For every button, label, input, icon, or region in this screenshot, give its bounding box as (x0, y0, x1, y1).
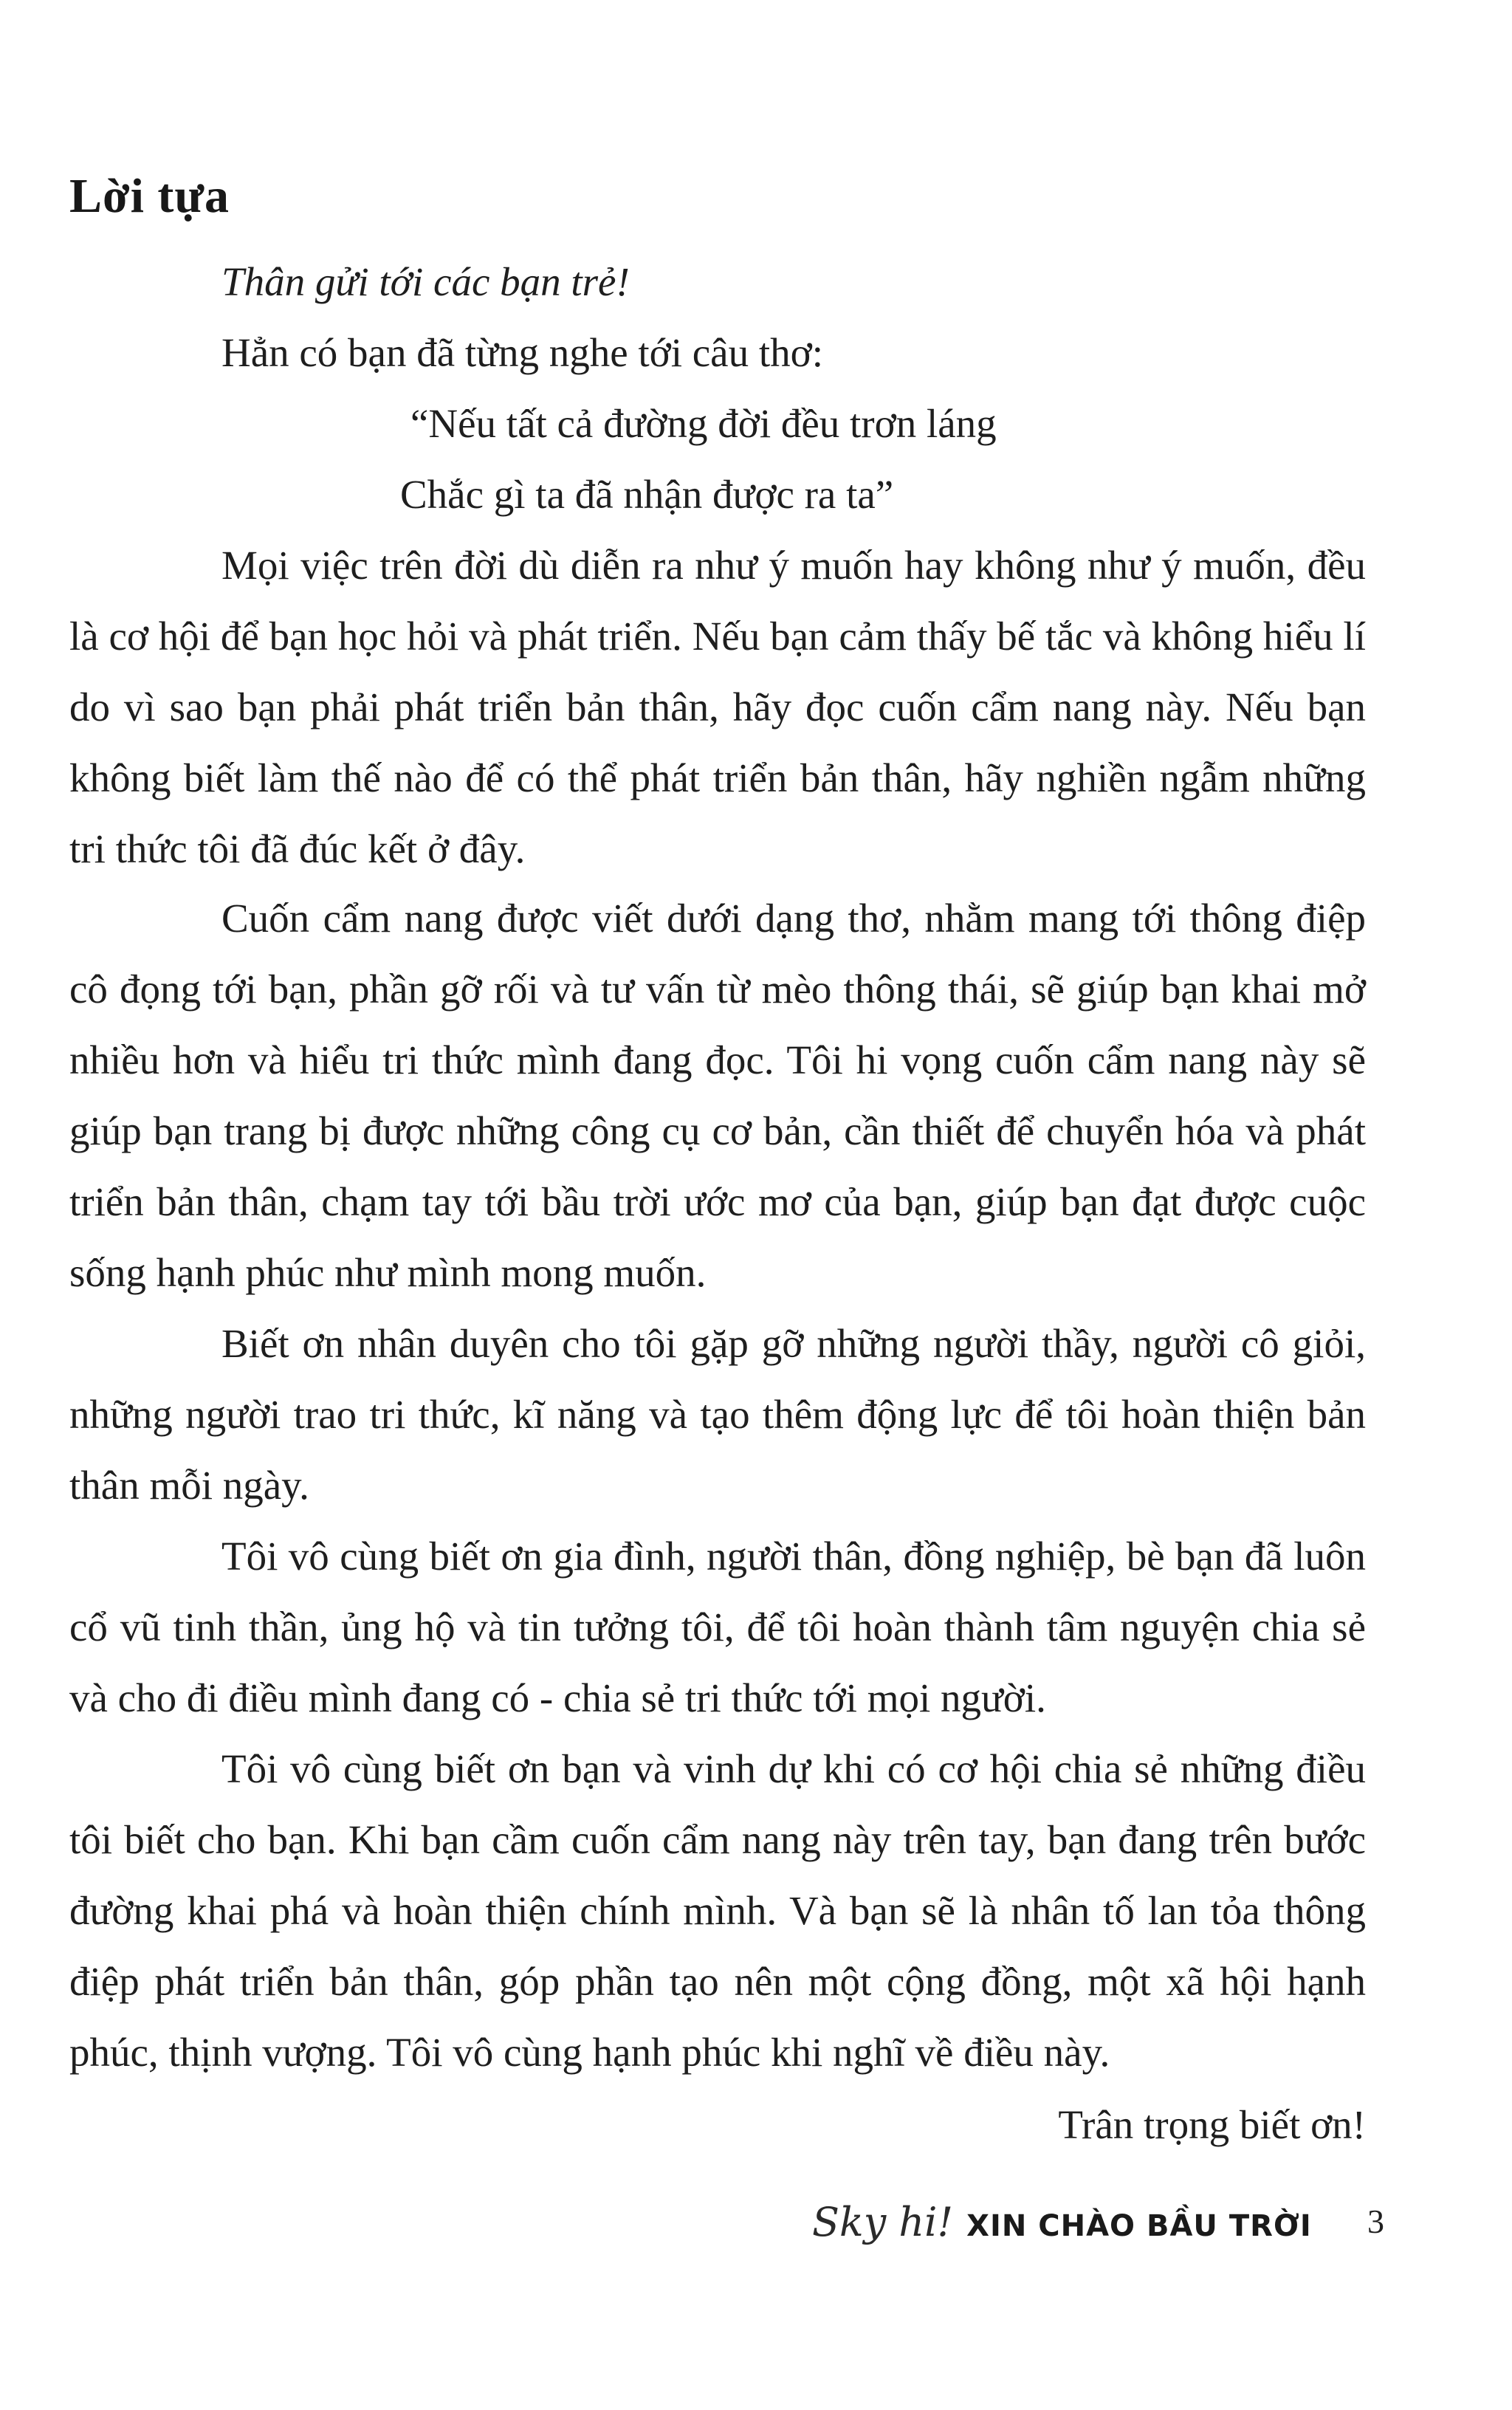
intro-line: Hẳn có bạn đã từng nghe tới câu thơ: (221, 330, 823, 375)
paragraph-1: Mọi việc trên đời dù diễn ra như ý muốn hay không như ý muốn, đều là cơ hội để bạn học hỏi và phát triển. Nếu bạn cảm thấy bế tắc và không hiểu lí do vì sao bạn phải phát triển bản thân, hãy đọc cuốn cẩm nang này. Nếu bạn không biết làm thế nào để có thể phát triển bản thân, hãy nghiền ngẫm những tri thức tôi đã đúc kết ở đây. (69, 543, 1366, 871)
paragraph-2: Cuốn cẩm nang được viết dưới dạng thơ, nhằm mang tới thông điệp cô đọng tới bạn, phần gỡ rối và tư vấn từ mèo thông thái, sẽ giúp bạn khai mở nhiều hơn và hiểu tri thức mình đang đọc. Tôi hi vọng cuốn cẩm nang này sẽ giúp bạn trang bị được những công cụ cơ bản, cần thiết để chuyển hóa và phát triển bản thân, chạm tay tới bầu trời ước mơ của bạn, giúp bạn đạt được cuộc sống hạnh phúc như mình mong muốn. (69, 896, 1366, 1295)
footer-book-title: XIN CHÀO BẦU TRỜI (966, 2209, 1312, 2243)
poem-line-1: “Nếu tất cả đường đời đều trơn láng (410, 401, 997, 446)
paragraph-5: Tôi vô cùng biết ơn bạn và vinh dự khi có cơ hội chia sẻ những điều tôi biết cho bạn. Khi bạn cầm cuốn cẩm nang này trên tay, bạn đang trên bước đường khai phá và hoàn thiện chính mình. Và bạn sẽ là nhân tố lan tỏa thông điệp phát triển bản thân, góp phần tạo nên một cộng đồng, một xã hội hạnh phúc, thịnh vượng. Tôi vô cùng hạnh phúc khi nghĩ về điều này. (69, 1746, 1366, 2075)
poem-line-2: Chắc gì ta đã nhận được ra ta” (400, 472, 894, 517)
page-title: Lời tựa (69, 169, 230, 223)
footer-script-logo: Sky hi! (812, 2199, 954, 2245)
closing-line: Trân trọng biết ơn! (1058, 2102, 1366, 2147)
paragraph-4: Tôi vô cùng biết ơn gia đình, người thân, đồng nghiệp, bè bạn đã luôn cổ vũ tinh thần, ủng hộ và tin tưởng tôi, để tôi hoàn thành tâm nguyện chia sẻ và cho đi điều mình đang có - chia sẻ tri thức tới mọi người. (69, 1534, 1366, 1720)
greeting-line: Thân gửi tới các bạn trẻ! (221, 259, 630, 304)
footer-brand (812, 2199, 1312, 2245)
paragraph-3: Biết ơn nhân duyên cho tôi gặp gỡ những người thầy, người cô giỏi, những người trao tri thức, kĩ năng và tạo thêm động lực để tôi hoàn thiện bản thân mỗi ngày. (69, 1321, 1366, 1508)
page-number: 3 (1367, 2203, 1384, 2240)
